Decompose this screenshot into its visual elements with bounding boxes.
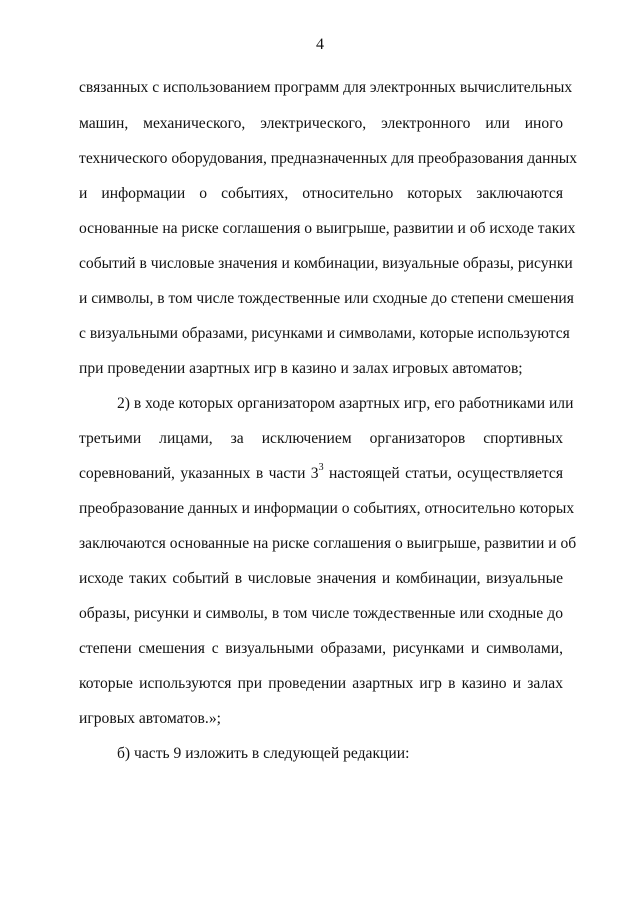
text-line: 2) в ходе которых организатором азартных игр, его работниками или [117,395,574,412]
text-line: и символы, в том числе тождественные или сходные до степени смешения [79,290,574,307]
text-line-with-superscript [79,461,564,484]
text-line: которые используются при проведении азартных игр в казино и залах [79,675,563,692]
text-line: при проведении азартных игр в казино и залах игровых автоматов; [79,360,523,377]
superscript: 3 [318,461,324,473]
text-line: образы, рисунки и символы, в том числе тождественные или сходные до [79,605,563,622]
text-line: б) часть 9 изложить в следующей редакции: [117,745,410,762]
text-line: с визуальными образами, рисунками и символами, которые используются [79,325,570,342]
text-line: основанные на риске соглашения о выигрыше, развитии и об исходе таких [79,220,576,237]
text-line: преобразование данных и информации о событиях, относительно которых [79,500,575,517]
text-line: игровых автоматов.»; [79,710,221,727]
text-line: машин, механического, электрического, электронного или иного [79,115,563,132]
text-line: и информации о событиях, относительно которых заключаются [79,185,563,202]
text-line: степени смешения с визуальными образами, рисунками и символами, [79,640,563,657]
text-line: технического оборудования, предназначенных для преобразования данных [79,150,578,167]
page-number: 4 [316,36,324,53]
text-fragment: соревнований, указанных в части 3 [79,465,319,482]
text-line: событий в числовые значения и комбинации, визуальные образы, рисунки [79,255,573,272]
text-line: связанных с использованием программ для электронных вычислительных [79,79,573,96]
text-line: заключаются основанные на риске соглашения о выигрыше, развитии и об [79,535,577,552]
text-line: исходе таких событий в числовые значения и комбинации, визуальные [79,570,563,587]
text-fragment: настоящей статьи, осуществляется [323,465,564,482]
text-line: третьими лицами, за исключением организаторов спортивных [79,430,563,447]
